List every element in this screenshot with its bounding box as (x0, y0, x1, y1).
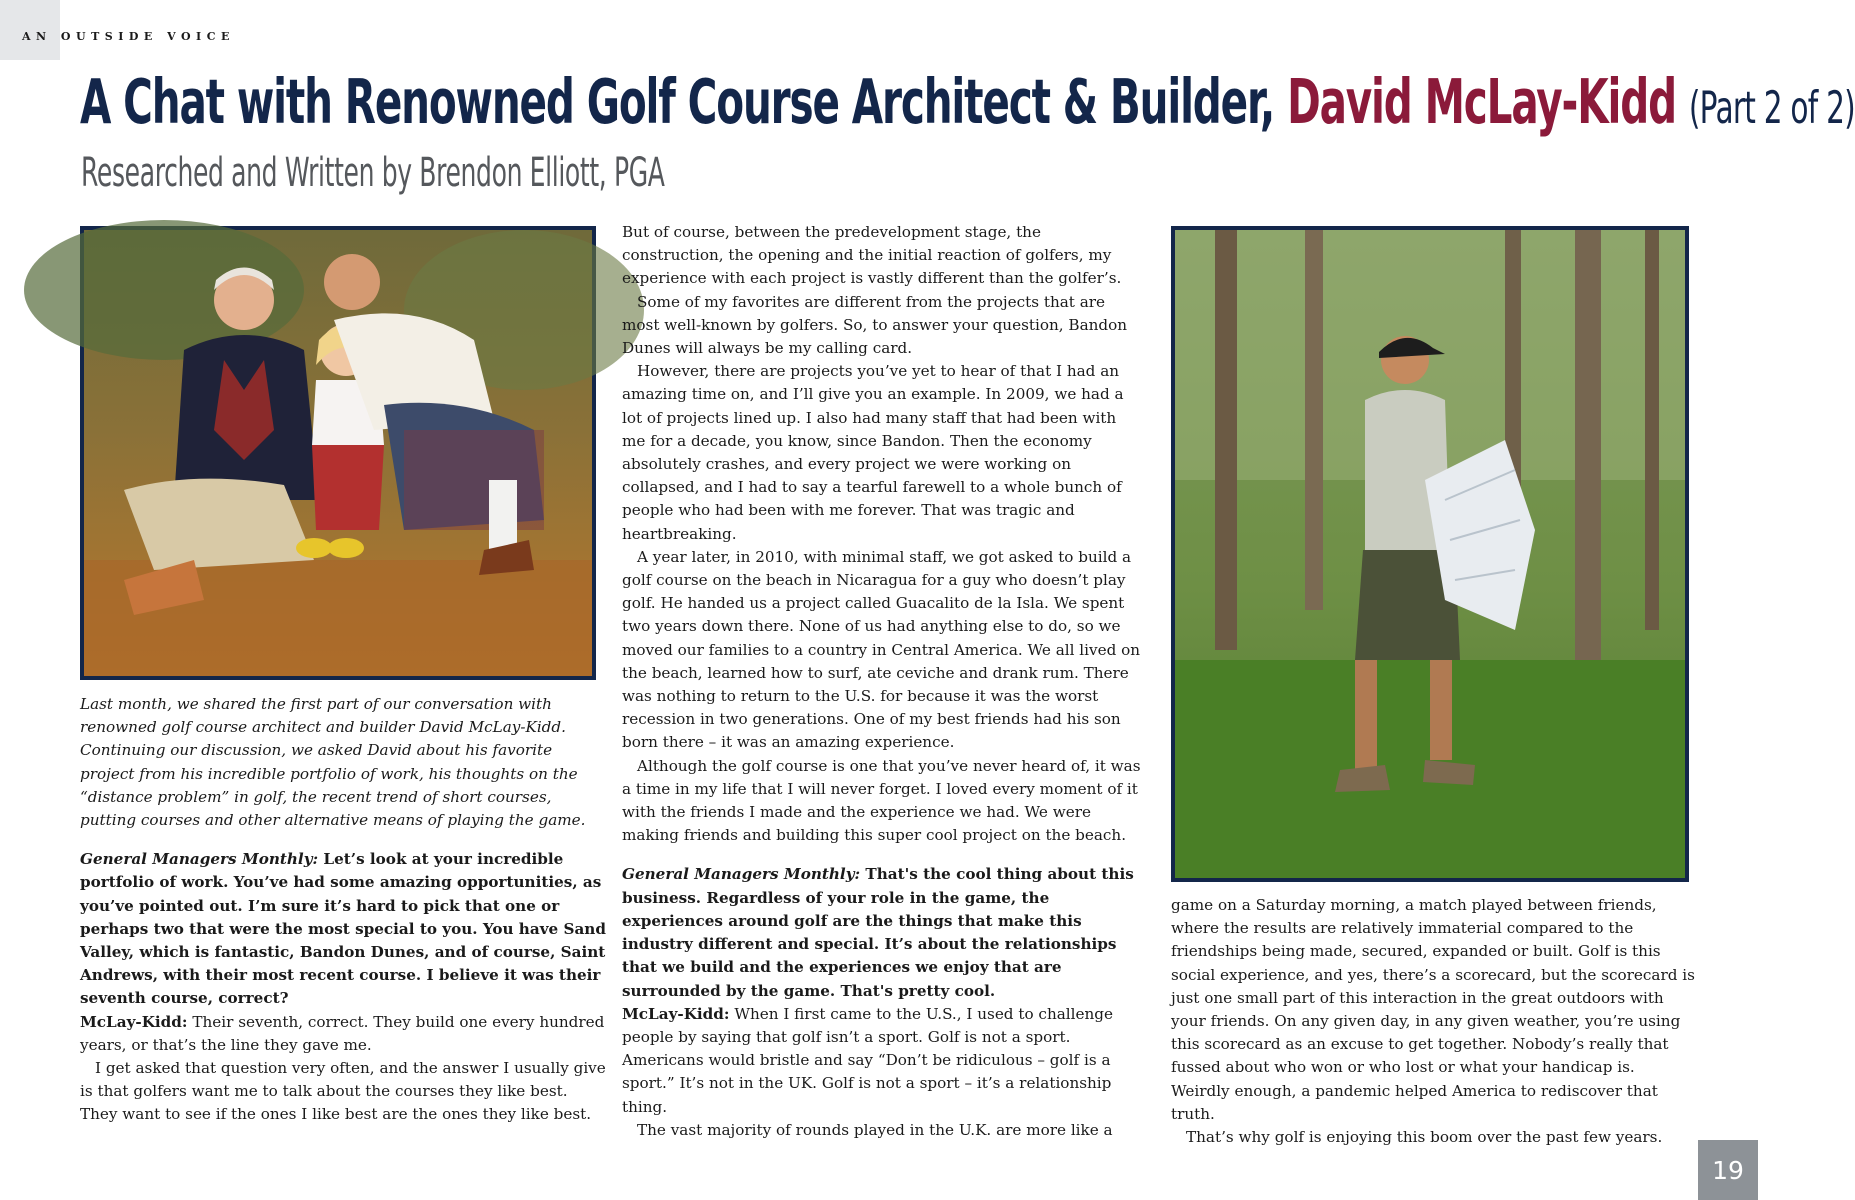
family-photo-image (84, 230, 592, 676)
qa-block-2 (622, 863, 1142, 1141)
architect-photo-image (1175, 230, 1685, 878)
col2-paragraph-4: A year later, in 2010, with minimal staff, we got asked to build a golf course on the beach in Nicaragua for a guy who doesn’t play golf. He handed us a project called Guacalito de la Isla. We spent two years down there. None of us had anything else to do, so we moved our families to a country in Central America. We all lived on the beach, learned how to surf, ate ceviche and drank rum. There was nothing to return to the U.S. for because it was the worst recession in two generations. One of my best friends had his son born there – it was an amazing experience. (622, 547, 1141, 752)
article-byline: Researched and Written by Brendon Elliott, PGA (81, 148, 665, 196)
col2-paragraph-2: Some of my favorites are different from the projects that are most well-known by golfers. So, to answer your question, Bandon Dunes will always be my calling card. (622, 292, 1128, 358)
architect-photo (1171, 226, 1689, 882)
col2-paragraph-3: However, there are projects you’ve yet to hear of that I had an amazing time on, and I’ll give you an example. In 2009, we had a lot of projects lined up. I also had many staff that had been with me for a decade, you know, since Bandon. Then the economy absolutely crashes, and every project we were working on collapsed, and I had to say a tearful farewell to a whole bunch of people who had been with me forever. That was tragic and heartbreaking. (622, 362, 1124, 543)
question-1-speaker: General Managers Monthly: (80, 850, 319, 869)
col2-paragraph-5: Although the golf course is one that you’ve never heard of, it was a time in my life that I will never forget. I loved every moment of it with the friends I made and the experience we had. We were making friends and building this super cool project on the beach. (622, 756, 1141, 845)
col3-paragraph-1: game on a Saturday morning, a match played between friends, where the results are relatively immaterial compared to the friendships being made, secured, expanded or built. Golf is this social experience, and yes, there’s a scorecard, but the scorecard is just one small part of this interaction in the great outdoors with your friends. On any given day, in any given weather, you’re using this scorecard as an excuse to get together. Nobody’s really that fussed about who won or who lost or what your handicap is. Weirdly enough, a pandemic helped America to rediscover that truth. (1171, 896, 1695, 1123)
title-part: (Part 2 of 2) (1688, 81, 1855, 134)
answer-1-speaker: McLay-Kidd: (80, 1012, 188, 1031)
article-title (80, 67, 1855, 139)
question-2-text: That's the cool thing about this business. Regardless of your role in the game, the experiences around golf are the things that make this industry different and special. It’s about the relationships that we build and the experiences we enjoy that are surrounded by the game. That's pretty cool. (622, 865, 1134, 1000)
question-1-text: Let’s look at your incredible portfolio of work. You’ve had some amazing opportunities, as you’ve pointed out. I’m sure it’s hard to pick that one or perhaps two that were the most special to you. You have Sand Valley, which is fantastic, Bandon Dunes, and of course, Saint Andrews, with their most recent course. I believe it was their seventh course, correct? (80, 850, 606, 1008)
family-photo (80, 226, 596, 680)
title-main: A Chat with Renowned Golf Course Architect & Builder, (80, 67, 1288, 139)
answer-1-text: Their seventh, correct. They build one every hundred years, or that’s the line they gave me. (80, 1012, 605, 1054)
answer-2-text: When I first came to the U.S., I used to challenge people by saying that golf isn’t a sport. Golf is not a sport. Americans would bristle and say “Don’t be ridiculous – golf is a sport.” It’s not in the UK. Golf is not a sport – it’s a relationship thing. (622, 1004, 1113, 1116)
column-2 (622, 221, 1142, 1142)
section-tag: AN OUTSIDE VOICE (22, 30, 235, 43)
title-name: David McLay-Kidd (1287, 67, 1676, 139)
question-2-speaker: General Managers Monthly: (622, 865, 861, 884)
question-1 (80, 848, 606, 1010)
col3-paragraph-2: That’s why golf is enjoying this boom over the past few years. (1186, 1128, 1663, 1147)
column-1 (80, 693, 606, 1127)
col2-paragraph-1: But of course, between the predevelopment stage, the construction, the opening and the initial reaction of golfers, my experience with each project is vastly different than the golfer’s. (622, 223, 1122, 288)
col1-paragraph-2: I get asked that question very often, and the answer I usually give is that golfers want me to talk about the courses they like best. They want to see if the ones I like best are the ones they like best. (80, 1059, 606, 1124)
answer-1 (80, 1011, 606, 1057)
col2-paragraph-6: The vast majority of rounds played in the U.K. are more like a (637, 1120, 1113, 1139)
question-2 (622, 863, 1142, 1002)
column-3 (1171, 894, 1695, 1149)
answer-2 (622, 1003, 1142, 1119)
qa-block-1 (80, 848, 606, 1126)
page-number: 19 (1698, 1140, 1758, 1200)
intro-paragraph: Last month, we shared the first part of our conversation with renowned golf course architect and builder David McLay-Kidd. Continuing our discussion, we asked David about his favorite project from his incredible portfolio of work, his thoughts on the “distance problem” in golf, the recent trend of short courses, putting courses and other alternative means of playing the game. (80, 695, 586, 830)
answer-2-speaker: McLay-Kidd: (622, 1004, 730, 1023)
